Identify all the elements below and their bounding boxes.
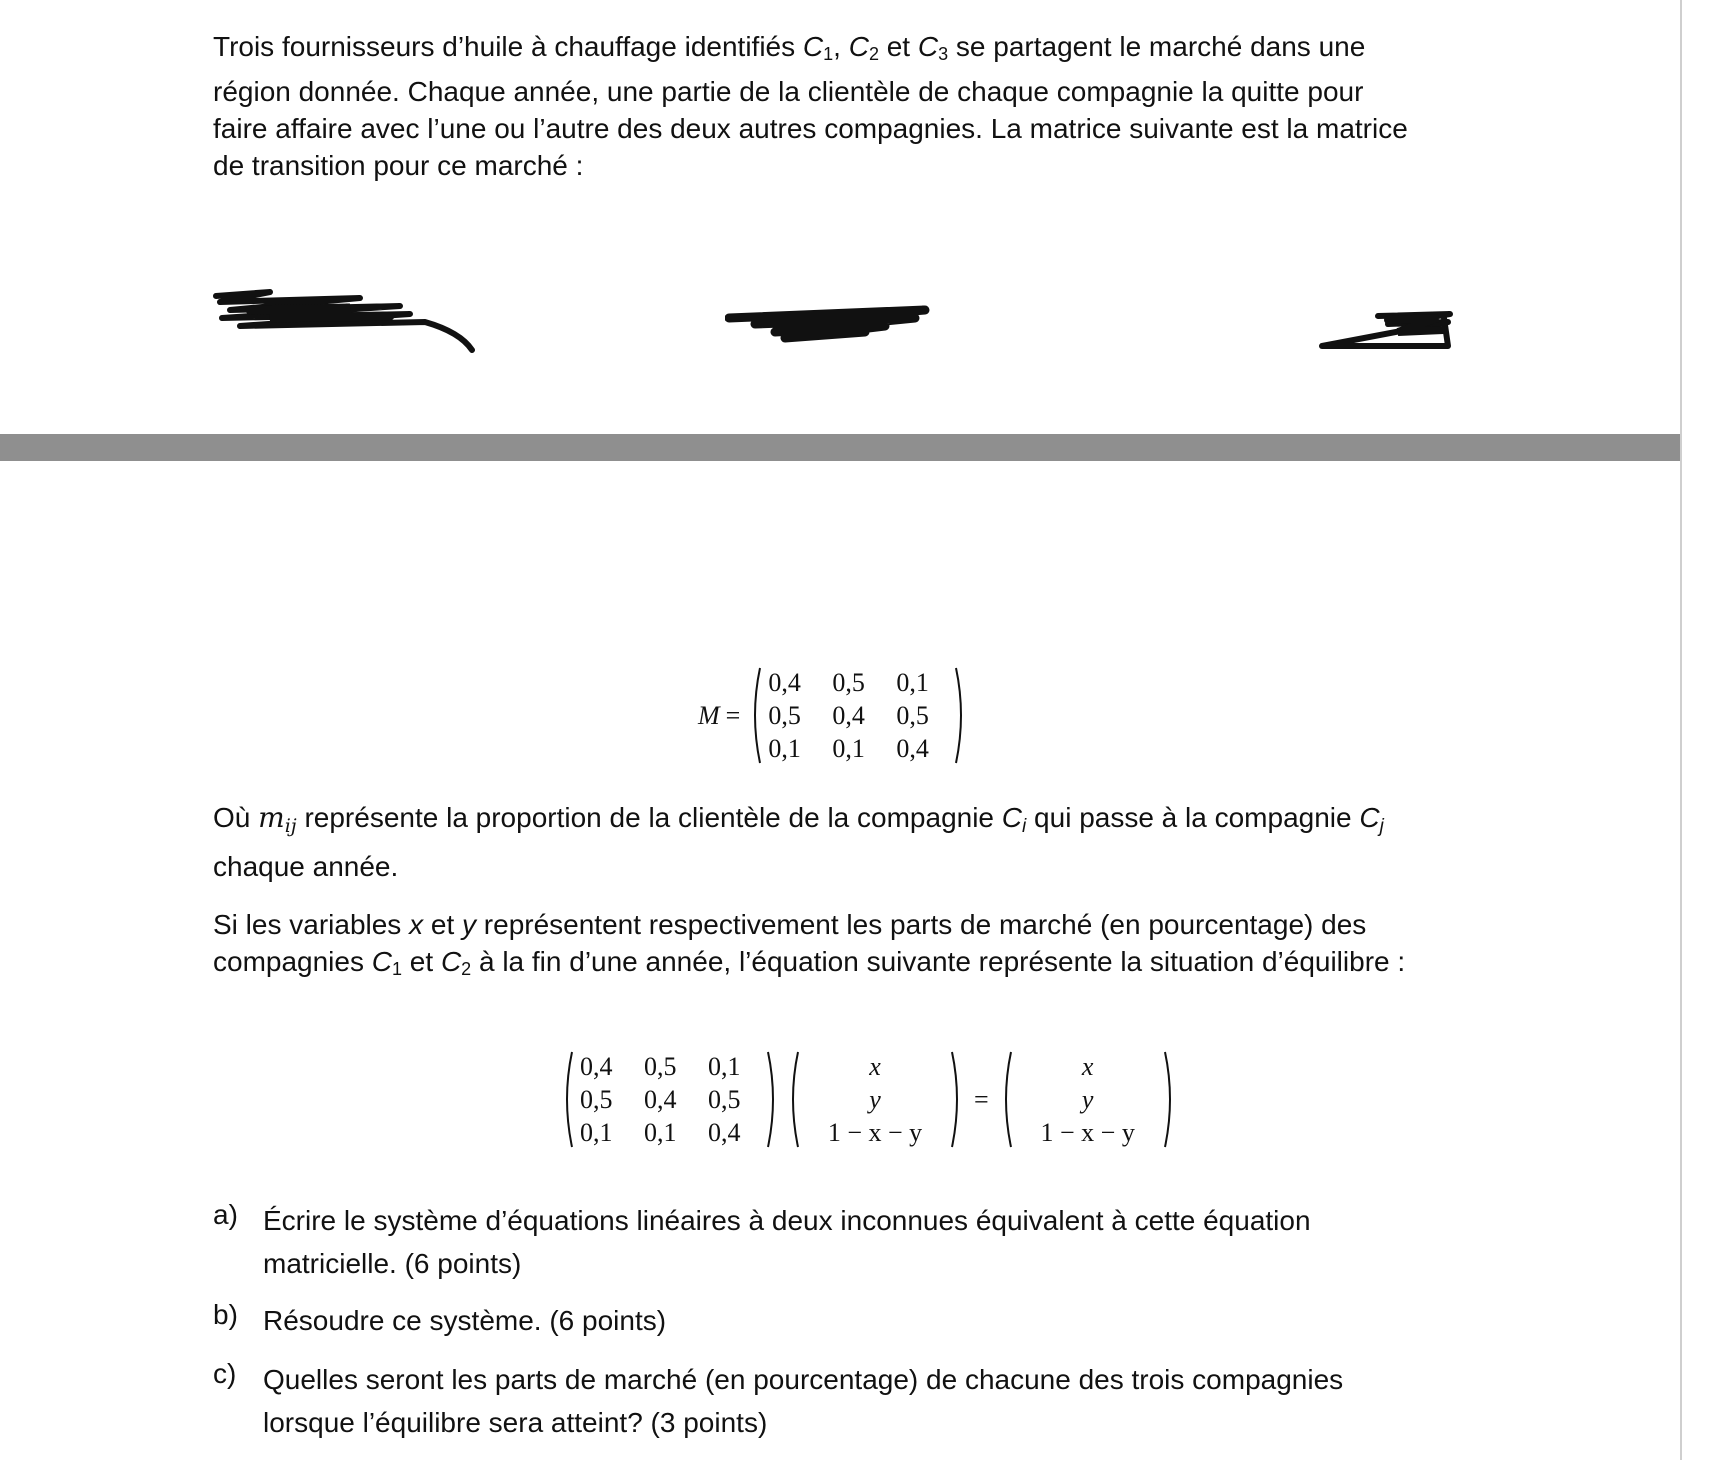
vector-entry-x: x xyxy=(1081,1052,1094,1081)
matrix-cell: 0,1 xyxy=(644,1118,677,1147)
matrix-cell: 0,5 xyxy=(832,668,865,697)
matrix-cell: 0,1 xyxy=(896,668,929,697)
question-text: Écrire le système d’équations linéaires à deux inconnues équivalent à cette équation matricielle. (6 points) xyxy=(263,1205,1311,1279)
question-label: b) xyxy=(213,1299,238,1330)
question-text: Résoudre ce système. (6 points) xyxy=(263,1305,667,1336)
matrix-name: M xyxy=(698,700,720,730)
matrix-cell: 0,1 xyxy=(708,1052,741,1081)
state-vector-left xyxy=(786,1050,964,1149)
matrix-cell: 0,5 xyxy=(644,1052,677,1081)
matrix-cell: 0,1 xyxy=(580,1118,613,1147)
matrix-cell: 0,4 xyxy=(768,668,801,697)
matrix-cell: 0,5 xyxy=(768,701,801,730)
definition-paragraph: Où mij représente la proportion de la clientèle de la compagnie Ci qui passe à la compagnie Cj chaque année. xyxy=(213,801,1384,882)
matrix-cell: 0,5 xyxy=(580,1085,613,1114)
matrix-cell: 0,1 xyxy=(832,734,865,763)
equals-sign: = xyxy=(974,1084,989,1114)
matrix-m-definition xyxy=(698,666,968,765)
scroll-gutter xyxy=(1680,0,1716,1460)
redaction-scribble-middle xyxy=(725,302,940,352)
question-text: Quelles seront les parts de marché (en pourcentage) de chacune des trois compagnies lorsque l’équilibre sera atteint? (3 points) xyxy=(263,1364,1344,1438)
matrix-cell: 0,5 xyxy=(896,701,929,730)
vector-entry-rest: 1 − x − y xyxy=(1040,1118,1135,1147)
vector-entry-rest: 1 − x − y xyxy=(827,1118,923,1147)
redaction-scribble-left xyxy=(210,288,480,358)
intro-paragraph: Trois fournisseurs d’huile à chauffage identifiés $C_1$, $C_2$ et $C_3$ se partagent le marché dans une région donnée. Chaque année, une partie de la clientèle de chaque compagnie la quitte pour faire affaire avec l’une ou l’autre des deux autres compagnies. La matrice suivante est la matrice de transition pour ce marché : xyxy=(213,31,1408,181)
matrix-cell: 0,4 xyxy=(644,1085,677,1114)
matrix-m xyxy=(748,666,968,765)
matrix-cell: 0,1 xyxy=(768,734,801,763)
vector-entry-y: y xyxy=(869,1085,881,1114)
matrix-cell: 0,4 xyxy=(832,701,865,730)
matrix-cell: 0,4 xyxy=(580,1052,613,1081)
state-vector-right xyxy=(999,1050,1177,1149)
matrix-cell: 0,4 xyxy=(708,1118,741,1147)
page-1 xyxy=(0,0,1680,434)
redaction-scribble-right xyxy=(1318,306,1458,356)
page-edge xyxy=(1680,0,1682,1460)
vector-entry-x: x xyxy=(869,1052,881,1081)
question-label: a) xyxy=(213,1199,238,1230)
equals-sign: = xyxy=(725,700,741,730)
question-label: c) xyxy=(213,1358,237,1389)
transition-matrix xyxy=(560,1050,780,1149)
matrix-cell: 0,4 xyxy=(896,734,929,763)
equilibrium-equation xyxy=(560,1050,1177,1149)
equilibrium-paragraph: Si les variables x et y représentent respectivement les parts de marché (en pourcentage) des compagnies $C_1$ et $C_2$ à la fin d’une année, l’équation suivante représente la situation d’équilibre : xyxy=(213,909,1406,979)
matrix-cell: 0,5 xyxy=(708,1085,741,1114)
vector-entry-y: y xyxy=(1081,1085,1094,1114)
